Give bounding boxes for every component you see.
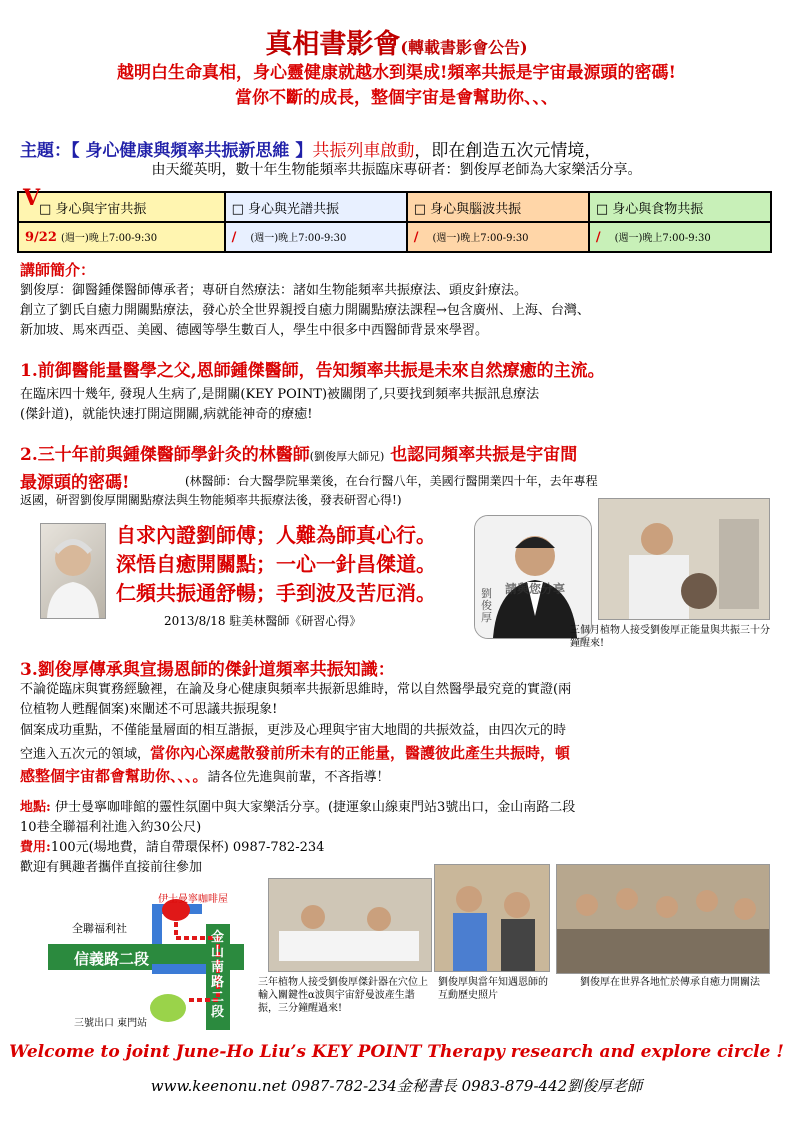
footer-welcome: Welcome to joint June-Ho Liu’s KEY POINT Therapy research and explore circle ! [9, 1042, 784, 1062]
section3-line-4b: 當你內心深處散發前所未有的正能量，醫護彼此產生共振時，頓 [150, 744, 571, 762]
venue-welcome: 歡迎有興趣者攜伴直接前往參加 [20, 860, 203, 875]
bottom-photo-2-caption: 劉俊厚與當年知遇恩師的互動歷史照片 [438, 977, 548, 1001]
schedule-table [17, 185, 772, 253]
venue-address-label: 地點: [20, 800, 51, 815]
date-row [18, 222, 771, 252]
topic-line [20, 136, 601, 161]
course-label-1: □ 身心與宇宙共振 [39, 201, 147, 217]
section3-heading: 3.劉俊厚傳承與宣揚恩師的傑針道頻率共振知識： [20, 660, 395, 680]
section2-note-1: (林醫師：台大醫學院畢業後，在台行醫八年，美國行醫開業四十年，去年專程 [185, 474, 598, 488]
slogan-line-1: 越明白生命真相，身心靈健康就越水到渠成!頻率共振是宇宙最源頭的密碼! [117, 63, 676, 83]
course-cell-4[interactable] [589, 192, 771, 222]
time-4: (週一)晚上7:00-9:30 [614, 233, 711, 244]
map-cafe-label: 伊士曼寧咖啡屋 [158, 894, 228, 905]
teacher-photo-text: 請與您分享 [505, 582, 566, 596]
venue-fee-text: 100元(場地費，請自帶環保杯) 0987-782-234 [50, 840, 325, 855]
bottom-photo-2 [434, 864, 550, 972]
time-2: (週一)晚上7:00-9:30 [250, 233, 347, 244]
footer-contact: www.keenonu.net 0987-782-234金秘書長 0983-879-442劉俊厚老師 [150, 1077, 643, 1095]
quote-line-2: 深悟自癒開關點；一心一針昌傑道。 [116, 552, 436, 576]
date-value: 9/22 [25, 230, 57, 245]
teacher-line-2: 創立了劉氏自癒力開關點療法，發心於全世界親授自癒力開關點療法課程→包含廣州、上海、台灣、 [20, 303, 590, 318]
course-label-2: □ 身心與光譜共振 [231, 201, 339, 217]
topic-label: 主題： [20, 141, 71, 161]
section2-heading-c: 最源頭的密碼! [20, 473, 130, 493]
map-store-label: 全聯福利社 [72, 922, 127, 935]
teacher-heading: 講師簡介： [20, 261, 96, 279]
slash-2: / [231, 230, 237, 245]
bottom-photo-3-caption: 劉俊厚在世界各地忙於傳承自癒力開關法 [580, 977, 760, 988]
date-cell-2 [225, 222, 407, 252]
section1-line-2: (傑針道)，就能快速打開這開關,病就能神奇的療癒! [20, 407, 313, 422]
section3-line-5 [20, 765, 390, 789]
section1-heading: 1.前御醫能量醫學之父,恩師鍾傑醫師，告知頻率共振是未來自然療癒的主流。 [20, 361, 605, 381]
course-cell-2[interactable] [225, 192, 407, 222]
date-cell-3 [407, 222, 589, 252]
topic-line-2: 由天縱英明，數十年生物能頻率共振臨床專研者：劉俊厚老師為大家樂活分享。 [151, 162, 642, 178]
quote-line-3: 仁頻共振通舒暢；手到波及苦厄消。 [116, 581, 436, 605]
quote-signature: 2013/8/18 駐美林醫師《研習心得》 [164, 614, 362, 628]
teacher-line-1: 劉俊厚：御醫鍾傑醫師傳承者；專研自然療法：諸如生物能頻率共振療法、頭皮針療法。 [20, 283, 528, 298]
check-mark-icon: V [23, 185, 41, 211]
date-cell-1 [18, 222, 225, 252]
section1-line-1: 在臨床四十幾年, 發現人生病了,是開關(KEY POINT)被關閉了,只要找到頻率共振訊息療法 [20, 387, 540, 402]
course-cell-3[interactable] [407, 192, 589, 222]
topic-rest: ，即在創造五次元情境， [414, 141, 602, 161]
person-portrait-icon [41, 524, 105, 618]
course-row [18, 192, 771, 222]
time-1: (週一)晚上7:00-9:30 [61, 233, 158, 244]
venue-address [20, 798, 575, 817]
course-label-3: □ 身心與腦波共振 [413, 201, 522, 217]
section3-line-5a: 感整個宇宙都會幫助你、、、。 [20, 767, 208, 785]
patient-photo-caption: 三個月植物人接受劉俊厚正能量與共振三十分鐘醒來! [570, 625, 770, 649]
section3-line-4a: 空進入五次元的領域， [20, 747, 151, 762]
section2-heading-b: 也認同頻率共振是宇宙間 [384, 445, 578, 465]
teacher-line-3: 新加坡、馬來西亞、美國、德國等學生數百人，學生中很多中西醫師背景來學習。 [20, 323, 489, 338]
topic-theme: 【 身心健康與頻率共振新思維 】 [71, 141, 313, 161]
date-cell-4 [589, 222, 771, 252]
venue-address-text: 伊士曼寧咖啡館的靈性氛圍中與大家樂活分享。(捷運象山線東門站3號出口，金山南路二段 [50, 800, 576, 815]
section2-heading-note: (劉俊厚大師兄) [309, 450, 385, 463]
teacher-photo [474, 515, 592, 639]
treatment-scene-icon [599, 499, 769, 619]
course-label-4: □ 身心與食物共振 [595, 201, 704, 217]
section2-note-2: 返國，研習劉俊厚開關點療法與生物能頻率共振療法後，發表研習心得!) [20, 493, 402, 507]
teacher-mentor-icon [435, 865, 549, 971]
bottom-photo-3 [556, 864, 770, 974]
patient-photo [598, 498, 770, 620]
topic-launch: 共振列車啟動 [312, 141, 415, 161]
venue-fee-label: 費用: [20, 840, 51, 855]
location-map [48, 880, 244, 1030]
map-exit-label: 三號出口 東門站 [74, 1018, 148, 1029]
section2-heading [20, 440, 577, 465]
group-class-icon [557, 865, 769, 973]
teacher-photo-name: 劉俊厚 [481, 587, 492, 624]
doctor-lin-photo [40, 523, 106, 619]
slash-4: / [595, 230, 601, 245]
bottom-photo-1-caption: 三年植物人接受劉俊厚傑針器在穴位上輸入關鍵性α波與宇宙舒曼波產生諧振，三分鐘醒過來! [258, 977, 428, 1014]
section3-line-3: 個案成功重點，不僅能量層面的相互諧振，更涉及心理與宇宙大地間的共振效益，由四次元的時 [20, 723, 567, 738]
map-road-2: 金山南路二段 [211, 930, 225, 1020]
section2-heading-a: 2.三十年前與鍾傑醫師學針灸的林醫師 [20, 445, 310, 465]
title-main: 真相書影會 [265, 29, 401, 60]
page-title [0, 22, 793, 61]
map-road-1: 信義路二段 [74, 950, 150, 968]
venue-address-2: 10巷全聯福利社進入約30公尺) [20, 820, 202, 835]
slash-3: / [413, 230, 419, 245]
patient-bed-icon [269, 879, 431, 971]
course-cell-1[interactable] [18, 185, 225, 222]
time-3: (週一)晚上7:00-9:30 [432, 233, 529, 244]
slogan-line-2: 當你不斷的成長，整個宇宙是會幫助你、、、 [235, 88, 558, 108]
venue-fee [20, 838, 324, 857]
section3-line-4 [20, 742, 570, 766]
quote-line-1: 自求內證劉師傅；人難為師真心行。 [116, 523, 436, 547]
title-suffix: (轉載書影會公告) [400, 38, 528, 57]
section3-line-1: 不論從臨床與實務經驗裡，在論及身心健康與頻率共振新思維時，常以自然醫學最究竟的實證(兩 [20, 682, 572, 697]
section3-line-5b: 請各位先進與前輩，不吝指導！ [207, 770, 390, 785]
bottom-photo-1 [268, 878, 432, 972]
section3-line-2: 位植物人甦醒個案)來闡述不可思議共振現象! [20, 702, 278, 717]
